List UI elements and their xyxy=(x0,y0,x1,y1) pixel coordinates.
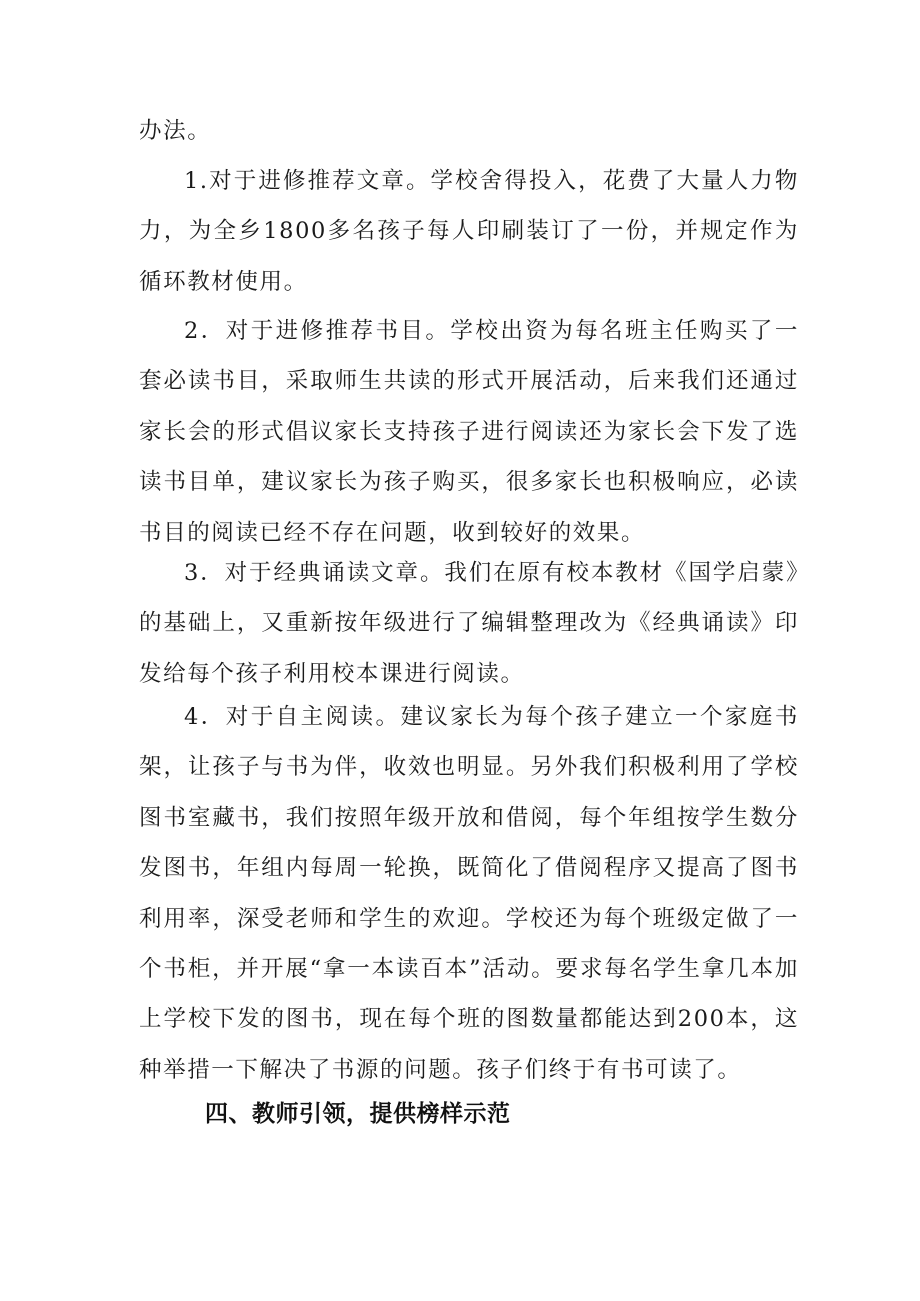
paragraph-item-2: 2．对于进修推荐书目。学校出资为每名班主任购买了一套必读书目，采取师生共读的形式开展活动，后来我们还通过家长会的形式倡议家长支持孩子进行阅读还为家长会下发了选读书目单，建议家长为孩子购买，很多家长也积极响应，必读书目的阅读已经不存在问题，收到较好的效果。 xyxy=(139,318,799,546)
section-heading: 四、教师引领，提供榜样示范 xyxy=(205,1101,511,1127)
paragraph-item-1: 1.对于进修推荐文章。学校舍得投入，花费了大量人力物力，为全乡1800多名孩子每人印刷装订了一份，并规定作为循环教材使用。 xyxy=(139,168,799,295)
paragraph-item-3: 3．对于经典诵读文章。我们在原有校本教材《国学启蒙》的基础上，又重新按年级进行了编辑整理改为《经典诵读》印发给每个孩子利用校本课进行阅读。 xyxy=(139,560,799,687)
paragraph-continuation: 办法。 xyxy=(139,118,212,144)
paragraph-item-4: 4．对于自主阅读。建议家长为每个孩子建立一个家庭书架，让孩子与书为伴，收效也明显。另外我们积极利用了学校图书室藏书，我们按照年级开放和借阅，每个年组按学生数分发图书，年组内每周一轮换，既简化了借阅程序又提高了图书利用率，深受老师和学生的欢迎。学校还为每个班级定做了一个书柜，并开展“拿一本读百本”活动。要求每名学生拿几本加上学校下发的图书，现在每个班的图数量都能达到200本，这种举措一下解决了书源的问题。孩子们终于有书可读了。 xyxy=(139,704,799,1083)
